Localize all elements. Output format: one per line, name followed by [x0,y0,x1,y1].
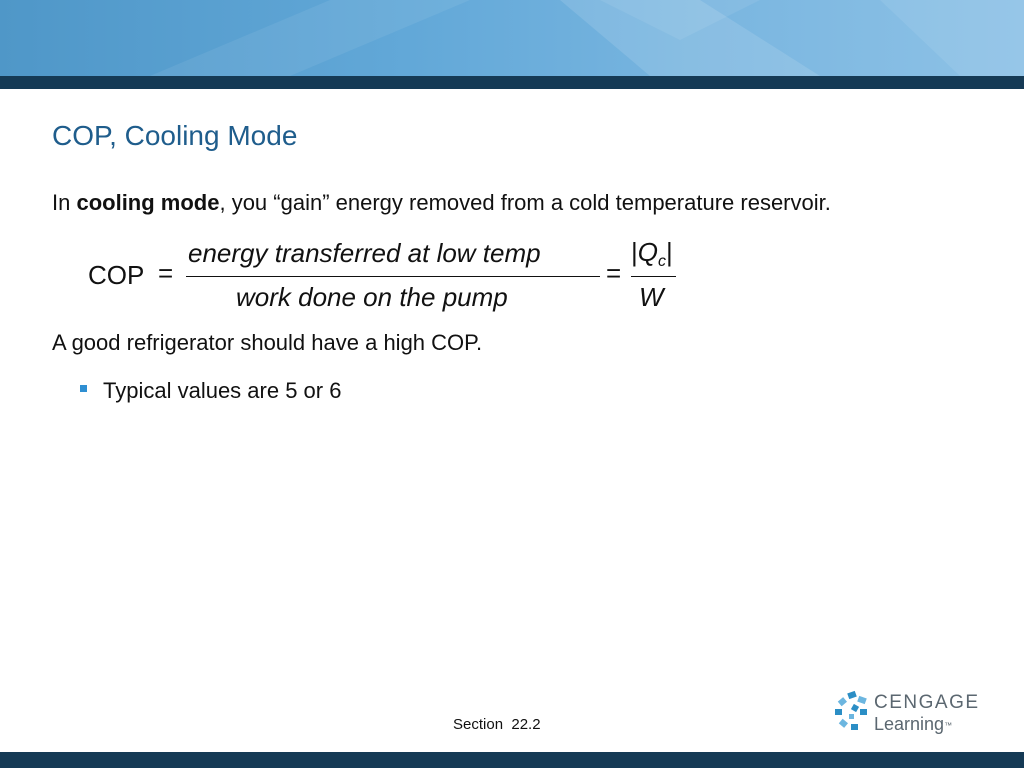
statement-text: A good refrigerator should have a high COP. [52,330,483,355]
footer-band [0,752,1024,768]
intro-prefix: In [52,190,77,215]
intro-bold-term: cooling mode [76,190,220,215]
logo-tm: ™ [944,721,953,730]
logo-name: CENGAGE [874,692,980,713]
intro-text [52,190,831,216]
logo-sub [874,714,952,735]
intro-suffix: , you “gain” energy removed from a cold temperature reservoir. [219,190,831,215]
logo-mark-icon [832,690,872,738]
bullet-icon [80,385,87,392]
work-symbol: W [639,282,664,312]
header-banner [0,0,1024,76]
equals-sign-2: = [606,258,622,288]
cengage-logo [832,690,982,738]
banner-pattern [0,0,1024,76]
q-symbol: Q [637,237,658,267]
cop-equation [88,236,688,316]
equals-sign: = [158,258,174,288]
fraction-denominator: work done on the pump [236,282,508,312]
fraction-numerator: energy transferred at low temp [188,238,541,268]
header-band [0,76,1024,89]
logo-sub-text: Learning [874,714,945,734]
q-subscript: c [658,253,666,270]
fraction-bar [186,276,600,277]
bullet-item: Typical values are 5 or 6 [103,378,342,403]
heat-cold-abs: |Qc| [631,237,673,270]
fraction-bar-2 [631,276,676,277]
equation-lhs: COP [88,260,145,290]
slide-title: COP, Cooling Mode [52,120,298,151]
section-label: Section 22.2 [453,716,541,733]
